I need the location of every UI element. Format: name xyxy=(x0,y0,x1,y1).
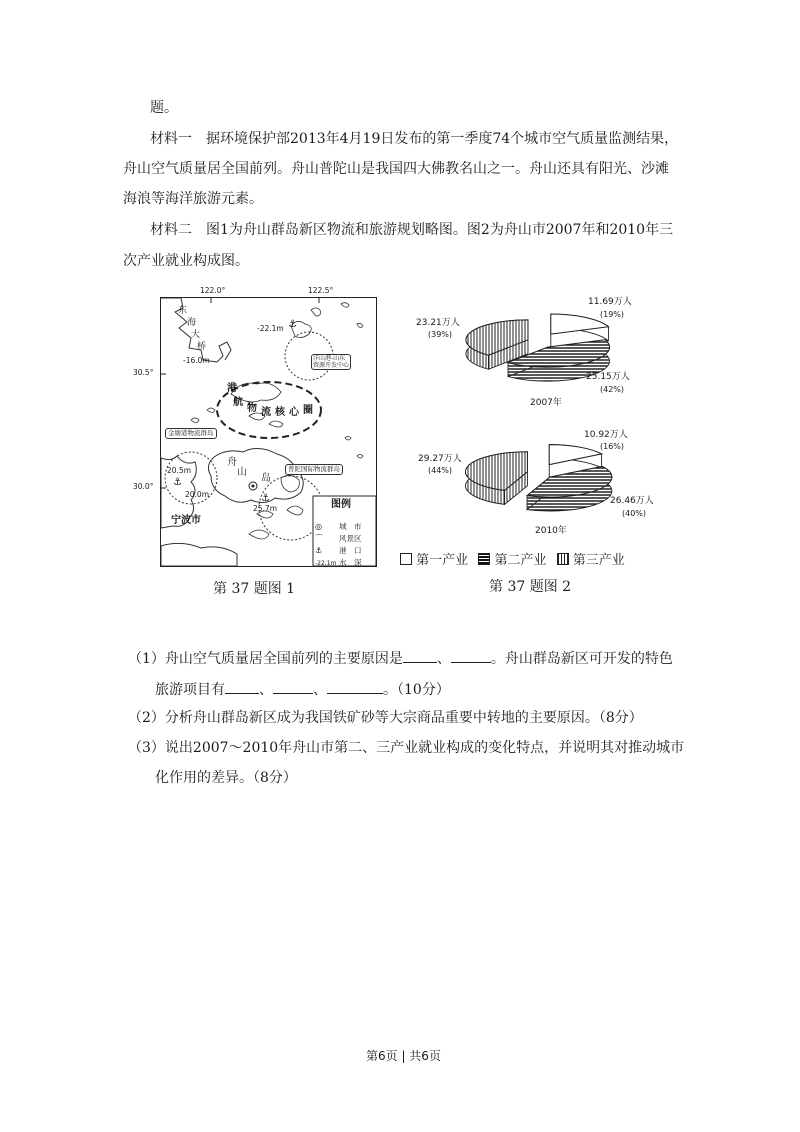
question-2: （2）分析舟山群岛新区成为我国铁矿砂等大宗商品重要中转地的主要原因。（8分） xyxy=(128,710,643,726)
material1-line1: 材料一 据环境保护部2013年4月19日发布的第一季度74个城市空气质量监测结果， xyxy=(150,131,679,147)
bridge-label-4: 桥 xyxy=(197,342,207,352)
map-figure xyxy=(160,297,377,567)
legend-row-scenic: ⌒ 风景区 xyxy=(315,534,362,543)
island-label-2: 山 xyxy=(237,467,247,478)
question-1-line-2: 旅游项目有 、 、 。（10分） xyxy=(155,679,450,700)
material2-line1: 材料二 图1为舟山群岛新区物流和旅游规划略图。图2为舟山市2007年和2010年三 xyxy=(150,222,674,238)
q1-blank-1[interactable] xyxy=(403,648,437,663)
q1-blank-2[interactable] xyxy=(451,648,491,663)
core-label-1: 港 xyxy=(227,383,237,394)
port-icon-ne: ⚓ xyxy=(288,319,297,330)
core-label-3: 物 xyxy=(247,403,257,414)
material1-line2: 舟山空气质量居全国前列。舟山普陀山是我国四大佛教名山之一。舟山还具有阳光、沙滩 xyxy=(123,161,669,177)
lon-label-1: 122.0° xyxy=(200,286,226,295)
box-ne: 洋山港-山东 资源开发中心 xyxy=(313,355,350,369)
box-w: 金塘港物流群岛 xyxy=(165,428,217,439)
bridge-label-1: 东 xyxy=(178,306,188,316)
depth-ne: -22.1m xyxy=(257,324,284,333)
core-label-5: 核 xyxy=(275,407,285,418)
legend-row-port: ⚓ 港 口 xyxy=(315,546,362,555)
question-3-line-2: 化作用的差异。（8分） xyxy=(155,770,297,786)
page-footer: 第6页 | 共6页 xyxy=(366,1049,441,1063)
pie2007-title: 2007年 xyxy=(530,398,562,408)
pie2010-pct-primary: (16%) xyxy=(600,442,625,451)
pie-legend xyxy=(400,549,625,568)
legend-label-primary: 第一产业 xyxy=(416,553,469,568)
legend-title: 图例 xyxy=(331,499,351,510)
material2-line2: 次产业就业构成图。 xyxy=(123,253,249,269)
lat-label-1: 30.5° xyxy=(133,368,154,377)
lat-label-2: 30.0° xyxy=(133,482,154,491)
box-se: 普陀国际物流群岛 xyxy=(285,464,343,475)
depth-mid: 20.0m xyxy=(185,490,210,499)
pie2010-pct-tertiary: (44%) xyxy=(428,466,453,475)
legend-label-secondary: 第二产业 xyxy=(494,553,547,568)
port-icon-se: ⚓ xyxy=(261,493,270,504)
legend-row-city: ◎ 城 市 xyxy=(315,522,362,531)
pie2010-label-secondary: 26.46万人 xyxy=(610,496,654,506)
material1-line3: 海浪等海洋旅游元素。 xyxy=(123,191,263,207)
q1-blank-3[interactable] xyxy=(225,679,259,694)
lon-label-2: 122.5° xyxy=(308,286,334,295)
pie2007-pct-primary: (19%) xyxy=(600,310,625,319)
pie2007-label-tertiary: 23.21万人 xyxy=(416,318,460,328)
depth-w: 20.5m xyxy=(167,466,192,475)
figure2-caption: 第 37 题图 2 xyxy=(489,579,572,595)
question-3-line-1: （3）说出2007～2010年舟山市第二、三产业就业构成的变化特点，并说明其对推动城市 xyxy=(128,740,685,756)
pie-2010 xyxy=(465,445,611,511)
pie2010-label-primary: 10.92万人 xyxy=(584,430,628,440)
ningbo-label: 宁波市 xyxy=(171,515,201,526)
depth-se: 25.7m xyxy=(253,504,278,513)
legend-swatch-primary xyxy=(400,553,412,565)
core-label-7: 圈 xyxy=(303,405,313,416)
core-label-2: 航 xyxy=(233,397,243,408)
top-line: 题。 xyxy=(150,100,178,116)
legend-swatch-tertiary xyxy=(557,553,569,565)
legend-row-depth: -22.1m 水 深 xyxy=(315,558,362,567)
question-1-line-1: （1）舟山空气质量居全国前列的主要原因是 、 。舟山群岛新区可开发的特色 xyxy=(128,648,673,669)
pie2010-label-tertiary: 29.27万人 xyxy=(418,454,462,464)
pie2007-pct-tertiary: (39%) xyxy=(428,330,453,339)
bridge-label-2: 海 xyxy=(187,318,197,328)
q1-blank-4[interactable] xyxy=(273,679,313,694)
island-label-1: 舟 xyxy=(227,457,237,468)
core-label-4: 流 xyxy=(261,407,271,418)
pie2007-label-secondary: 25.15万人 xyxy=(586,372,630,382)
q1-blank-5[interactable] xyxy=(327,679,383,694)
pie2007-label-primary: 11.69万人 xyxy=(588,297,632,307)
island-label-3: 岛 xyxy=(261,473,271,484)
figure1-caption: 第 37 题图 1 xyxy=(213,581,296,597)
port-icon-w: ⚓ xyxy=(173,477,182,488)
pie2010-title: 2010年 xyxy=(535,526,567,536)
pie2010-pct-secondary: (40%) xyxy=(622,509,647,518)
core-label-6: 心 xyxy=(289,407,299,418)
legend-swatch-secondary xyxy=(478,553,490,565)
legend-label-tertiary: 第三产业 xyxy=(572,553,625,568)
pie2007-pct-secondary: (42%) xyxy=(600,385,625,394)
depth-bridge: -16.0m xyxy=(183,356,210,365)
bridge-label-3: 大 xyxy=(191,330,201,340)
